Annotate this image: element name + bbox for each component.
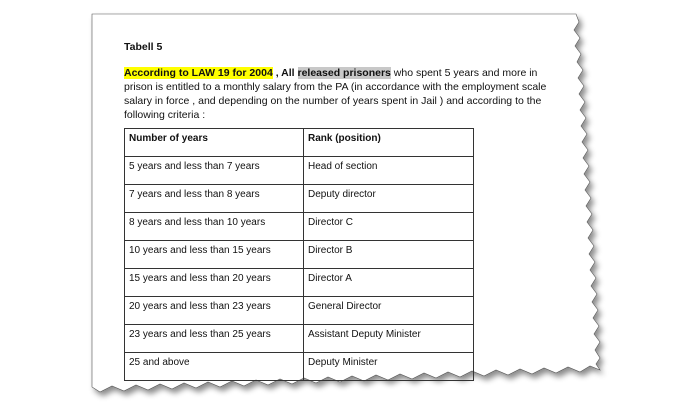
years-cell: 23 years and less than 25 years — [125, 325, 304, 353]
table-row — [125, 269, 474, 297]
rank-cell: Head of section — [304, 157, 474, 185]
years-cell: 10 years and less than 15 years — [125, 241, 304, 269]
criteria-paragraph — [124, 66, 564, 122]
rank-cell: Director B — [304, 241, 474, 269]
criteria-table — [124, 128, 474, 381]
rank-cell: Assistant Deputy Minister — [304, 325, 474, 353]
years-cell: 25 and above — [125, 353, 304, 381]
paragraph-body: who spent 5 years and more in prison is entitled to a monthly salary from the PA (in accordance with the employment scale salary in force , and depending on the number of years spent in Jail ) and according to the following criteria : — [124, 67, 547, 121]
header-number-of-years: Number of years — [125, 129, 304, 157]
table-row — [125, 325, 474, 353]
table-row — [125, 353, 474, 381]
rank-cell: Director C — [304, 213, 474, 241]
table-heading: Tabell 5 — [124, 41, 163, 53]
table-row — [125, 157, 474, 185]
rank-cell: Director A — [304, 269, 474, 297]
law-highlight: According to LAW 19 for 2004 — [124, 67, 273, 79]
years-cell: 5 years and less than 7 years — [125, 157, 304, 185]
rank-cell: Deputy Minister — [304, 353, 474, 381]
comma-separator: , — [272, 67, 282, 79]
released-prisoners-highlight: released prisoners — [297, 67, 391, 79]
years-cell: 8 years and less than 10 years — [125, 213, 304, 241]
table-row — [125, 213, 474, 241]
rank-cell: General Director — [304, 297, 474, 325]
years-cell: 20 years and less than 23 years — [125, 297, 304, 325]
document-content — [124, 40, 564, 381]
table-row — [125, 241, 474, 269]
years-cell: 15 years and less than 20 years — [125, 269, 304, 297]
table-header-row — [125, 129, 474, 157]
years-cell: 7 years and less than 8 years — [125, 185, 304, 213]
header-rank: Rank (position) — [304, 129, 474, 157]
all-word: All — [281, 67, 298, 79]
rank-cell: Deputy director — [304, 185, 474, 213]
table-row — [125, 185, 474, 213]
table-row — [125, 297, 474, 325]
